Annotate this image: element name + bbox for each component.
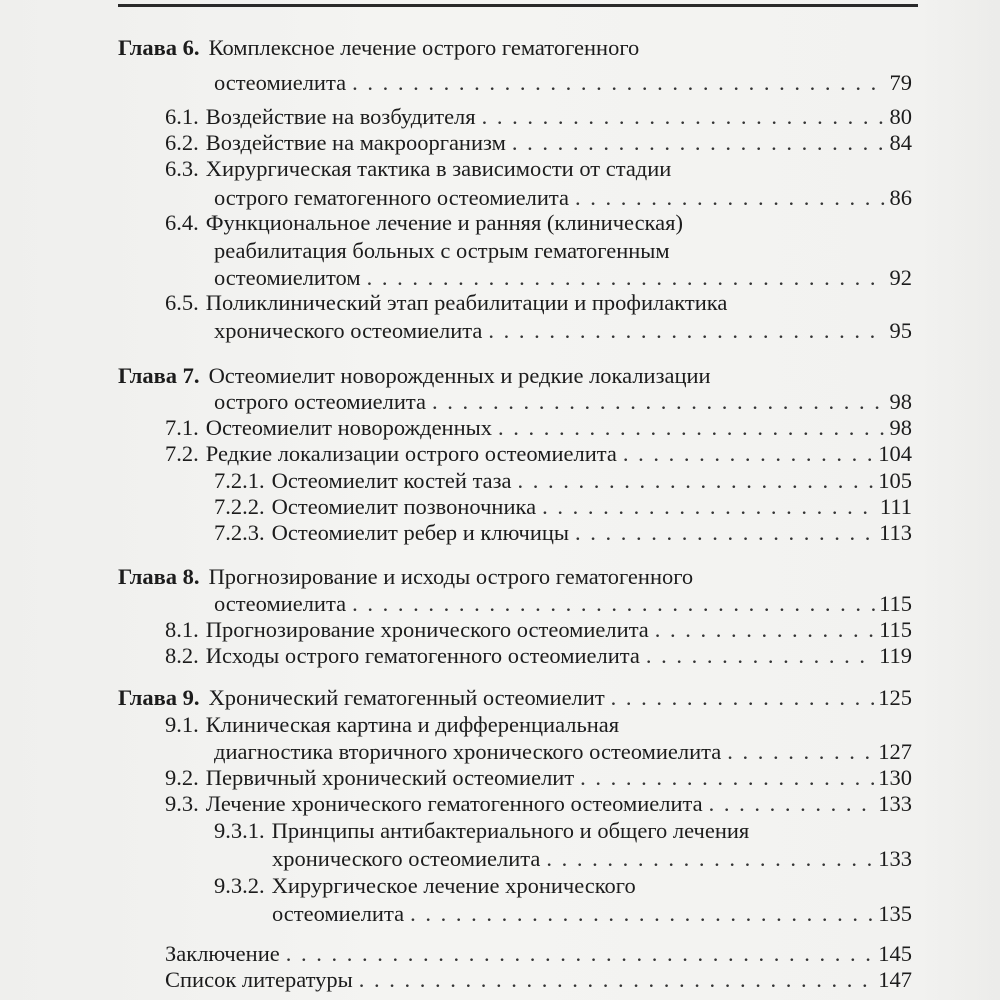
page-number: 147	[878, 967, 912, 992]
entry-title: остеомиелита	[214, 70, 347, 95]
page-number: 145	[878, 941, 912, 966]
section-number: 7.1.	[165, 415, 199, 440]
entry-title: острого остеомиелита	[214, 389, 427, 414]
page-number: 86	[889, 185, 912, 210]
entry-title: Остеомиелит костей таза	[271, 468, 512, 493]
entry-title: Первичный хронический остеомиелит	[205, 765, 575, 790]
toc-line	[214, 67, 912, 99]
dot-leader	[646, 640, 875, 672]
entry-title: Редкие локализации острого остеомиелита	[205, 441, 617, 466]
section-number: 6.2.	[165, 130, 199, 155]
entry-title: остеомиелита	[272, 901, 405, 926]
chapter-label: Глава 7.	[118, 363, 200, 388]
dot-leader	[575, 517, 875, 549]
entry-title: Воздействие на возбудителя	[205, 104, 476, 129]
page-number: 111	[879, 494, 912, 519]
toc-line	[272, 898, 912, 930]
entry-title: реабилитация больных с острым гематогенным	[214, 238, 670, 263]
section-number: 9.2.	[165, 765, 199, 790]
entry-title: Остеомиелит ребер и ключицы	[271, 520, 570, 545]
entry-title: Прогнозирование хронического остеомиелита	[205, 617, 649, 642]
dot-leader	[410, 898, 874, 930]
section-number: 9.1.	[165, 712, 199, 737]
entry-title: Поликлинический этап реабилитации и профилактика	[205, 290, 728, 315]
entry-title: остеомиелитом	[214, 265, 361, 290]
section-number: 9.3.1.	[214, 818, 265, 843]
entry-title: остеомиелита	[214, 591, 347, 616]
toc-line	[118, 32, 912, 64]
page-number: 98	[889, 389, 912, 414]
section-number: 9.3.	[165, 791, 199, 816]
entry-title: Прогнозирование и исходы острого гематогенного	[208, 564, 694, 589]
entry-title: Остеомиелит новорожденных	[205, 415, 492, 440]
section-number: 6.5.	[165, 290, 199, 315]
entry-title: Остеомиелит позвоночника	[271, 494, 537, 519]
page-edge-shadow	[915, 0, 1000, 1000]
entry-title: Хронический гематогенный остеомиелит	[208, 685, 605, 710]
page-number: 113	[879, 520, 912, 545]
chapter-label: Глава 9.	[118, 685, 200, 710]
toc-line	[214, 517, 912, 549]
page-number: 130	[878, 765, 912, 790]
page-number: 80	[889, 104, 912, 129]
page-number: 133	[878, 846, 912, 871]
page-number: 135	[878, 901, 912, 926]
entry-title: Исходы острого гематогенного остеомиелита	[205, 643, 640, 668]
chapter-label: Глава 6.	[118, 35, 200, 60]
entry-title: хронического остеомиелита	[214, 318, 483, 343]
entry-title: Лечение хронического гематогенного остеомиелита	[205, 791, 703, 816]
section-number: 6.4.	[165, 210, 199, 235]
top-rule	[118, 4, 918, 7]
section-number: 6.1.	[165, 104, 199, 129]
section-number: 9.3.2.	[214, 873, 265, 898]
page-number: 104	[878, 441, 912, 466]
page-number: 84	[889, 130, 912, 155]
section-number: 7.2.3.	[214, 520, 265, 545]
chapter-label: Глава 8.	[118, 564, 200, 589]
entry-title: Хирургическое лечение хронического	[271, 873, 636, 898]
page-number: 95	[889, 318, 912, 343]
entry-title: Список литературы	[165, 967, 353, 992]
section-number: 8.1.	[165, 617, 199, 642]
dot-leader	[488, 315, 885, 347]
section-number: 6.3.	[165, 156, 199, 181]
page-number: 92	[889, 265, 912, 290]
toc-line	[165, 640, 912, 672]
entry-title: Комплексное лечение острого гематогенного	[208, 35, 640, 60]
entry-title: Воздействие на макроорганизм	[205, 130, 506, 155]
dot-leader	[359, 964, 874, 996]
page-number: 79	[889, 70, 912, 95]
page-number: 127	[878, 739, 912, 764]
entry-title: Функциональное лечение и ранняя (клиническая)	[205, 210, 683, 235]
toc-line	[165, 964, 912, 996]
section-number: 8.2.	[165, 643, 199, 668]
section-number: 7.2.	[165, 441, 199, 466]
section-number: 7.2.2.	[214, 494, 265, 519]
toc-line	[165, 153, 912, 185]
page-number: 125	[878, 685, 912, 710]
section-number: 7.2.1.	[214, 468, 265, 493]
toc-line	[214, 315, 912, 347]
page-number: 133	[878, 791, 912, 816]
entry-title: Заключение	[165, 941, 280, 966]
entry-title: Принципы антибактериального и общего лечения	[271, 818, 750, 843]
page-number: 98	[889, 415, 912, 440]
page-number: 115	[879, 591, 912, 616]
entry-title: Клиническая картина и дифференциальная	[205, 712, 620, 737]
entry-title: Остеомиелит новорожденных и редкие локализации	[208, 363, 711, 388]
entry-title: Хирургическая тактика в зависимости от стадии	[205, 156, 672, 181]
entry-title: диагностика вторичного хронического остеомиелита	[214, 739, 722, 764]
entry-title: хронического остеомиелита	[272, 846, 541, 871]
dot-leader	[352, 67, 885, 99]
page-number: 119	[879, 643, 912, 668]
page-number: 105	[878, 468, 912, 493]
entry-title: острого гематогенного остеомиелита	[214, 185, 570, 210]
page-number: 115	[879, 617, 912, 642]
